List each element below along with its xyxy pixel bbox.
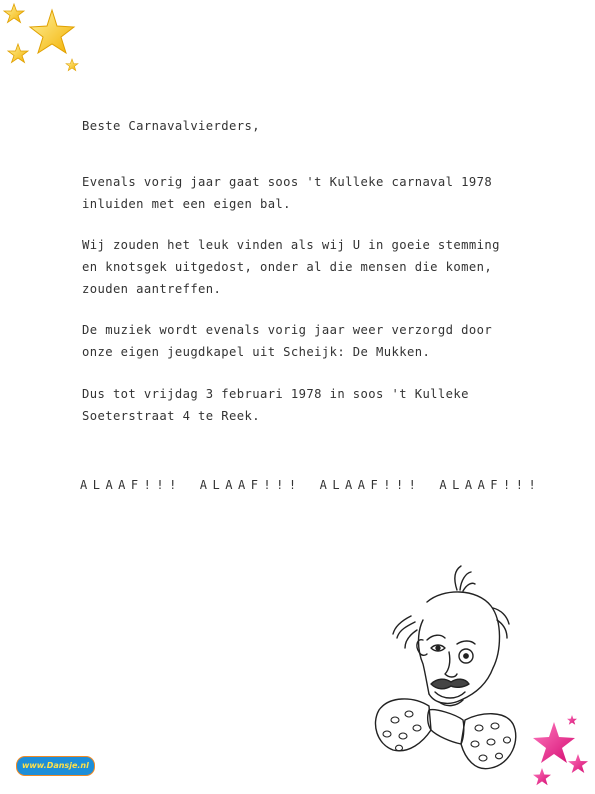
cheer-text: ALAAF!!! (80, 478, 182, 492)
letter-paragraph: De muziek wordt evenals vorig jaar weer verzorgd door onze eigen jeugdkapel uit Scheijk: De Mukken. (82, 323, 493, 359)
clown-with-bowtie-illustration (365, 560, 525, 782)
letter-paragraph: Evenals vorig jaar gaat soos 't Kulleke carnaval 1978 inluiden met een eigen bal. (82, 175, 493, 211)
cheer-text: ALAAF!!! (199, 478, 302, 492)
letter-paragraph: Wij zouden het leuk vinden als wij U in goeie stemming en knotsgek uitgedost, onder al die mensen die komen, zouden aantreffen. (82, 238, 500, 296)
cheer-line (80, 478, 541, 492)
site-logo: www.Dansje.nl (16, 756, 95, 776)
cheer-text: ALAAF!!! (439, 478, 542, 492)
gold-stars-icon (0, 0, 90, 80)
letter-greeting: Beste Carnavalvierders, (82, 119, 260, 133)
pink-stars-icon (520, 712, 595, 794)
cheer-text: ALAAF!!! (319, 478, 422, 492)
letter-paragraph: Dus tot vrijdag 3 februari 1978 in soos 't Kulleke Soeterstraat 4 te Reek. (82, 387, 469, 423)
